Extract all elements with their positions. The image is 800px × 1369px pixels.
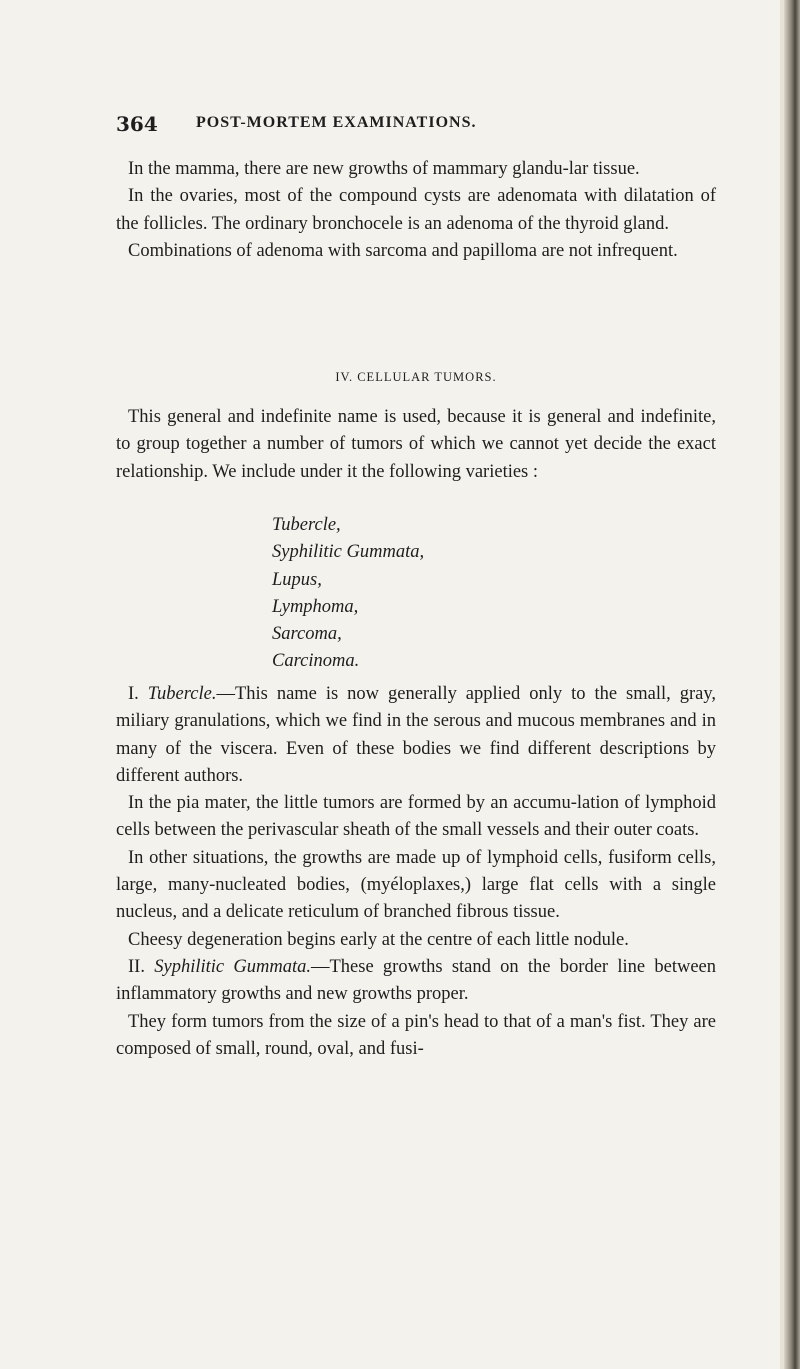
paragraph-cheesy: Cheesy degeneration begins early at the centre of each little nodule. [128, 929, 629, 950]
running-head: POST-MORTEM EXAMINATIONS. [196, 114, 477, 131]
page-header [116, 112, 714, 142]
paragraph-intro: This general and indefinite name is used, because it is general and indefinite, to group together a number of tumors of which we cannot yet decide the exact relationship. We include under it the following varieties : [116, 407, 716, 482]
paragraph-syphilitic [116, 954, 716, 1009]
paragraph-mamma: In the mamma, there are new growths of mammary glandu-lar tissue. [128, 159, 640, 179]
intro-block [116, 404, 716, 486]
varieties-list [272, 512, 424, 676]
paragraph-form: They form tumors from the size of a pin's head to that of a man's fist. They are composed of small, round, oval, and fusi- [116, 1011, 716, 1059]
variety-lupus: Lupus, [272, 569, 322, 590]
paragraph-combinations: Combinations of adenoma with sarcoma and papilloma are not infrequent. [128, 240, 678, 261]
page-number: 364 [116, 112, 158, 136]
paragraph-other-situations: In other situations, the growths are made up of lymphoid cells, fusiform cells, large, many-nucleated bodies, (myéloplaxes,) large flat cells with a single nucleus, and a delicate reticulum of branched fibrous tissue. [116, 847, 716, 923]
variety-syphilitic: Syphilitic Gummata, [272, 542, 425, 563]
tubercle-text: —This name is now generally applied only to the small, gray, miliary granulations, which we find in the serous and mucous membranes and in many of the viscera. Even of these bodies we find different descriptions by different authors. [116, 684, 717, 786]
section-heading: IV. CELLULAR TUMORS. [335, 370, 497, 384]
body-block [116, 681, 716, 1063]
paragraph-ovaries: In the ovaries, most of the compound cysts are adenomata with dilatation of the follicles. The ordinary bronchocele is an adenoma of the thyroid gland. [116, 186, 716, 234]
page-edge-shadow [784, 0, 800, 1369]
paragraph-pia-mater: In the pia mater, the little tumors are formed by an accumu-lation of lymphoid cells between the perivascular sheath of the small vessels and their outer coats. [116, 793, 716, 841]
adenoma-block [116, 156, 716, 265]
tubercle-label: I. [128, 684, 139, 704]
syphilitic-text: —These growths stand on the border line between inflammatory growths and new growths proper. [116, 956, 717, 1005]
tubercle-term: Tubercle. [147, 684, 217, 704]
syphilitic-term: Syphilitic Gummata. [154, 956, 311, 977]
variety-tubercle: Tubercle, [272, 515, 341, 535]
variety-carcinoma: Carcinoma. [272, 651, 360, 672]
variety-sarcoma: Sarcoma, [272, 624, 342, 645]
variety-lymphoma: Lymphoma, [272, 596, 359, 617]
syphilitic-label: II. [128, 956, 145, 977]
paragraph-tubercle [116, 681, 716, 790]
